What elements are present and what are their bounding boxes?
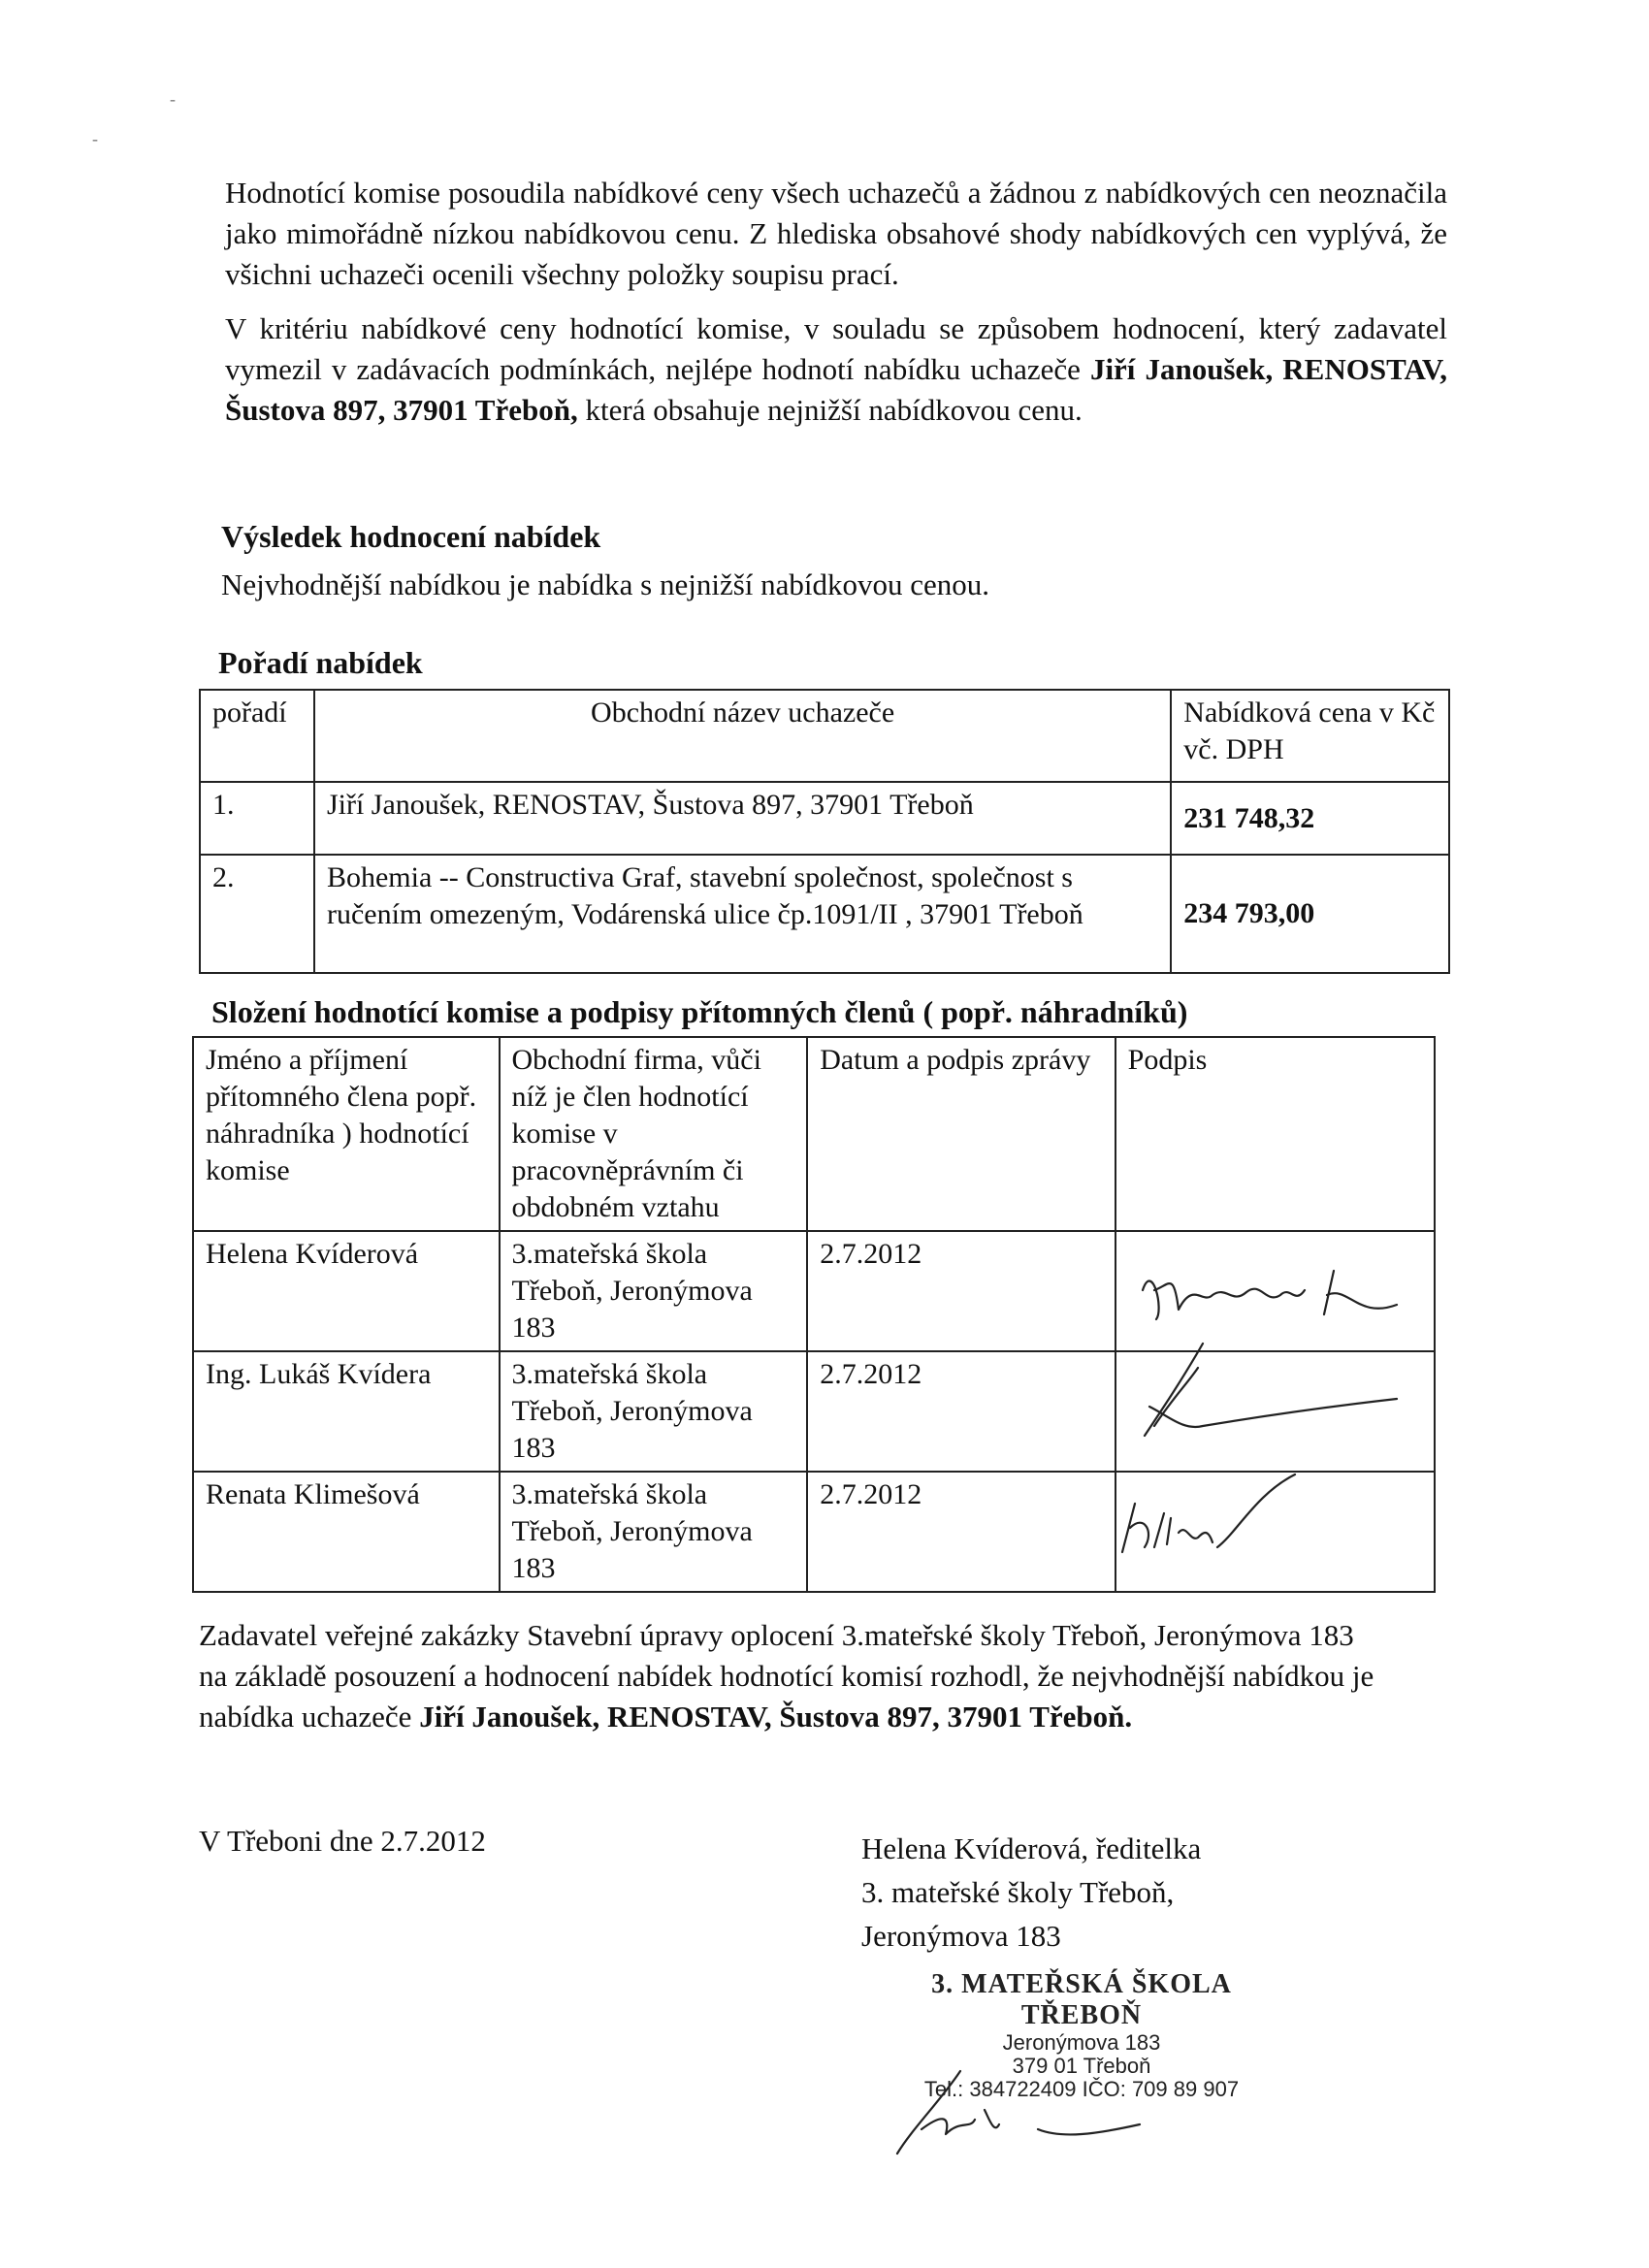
committee-member-date: 2.7.2012 <box>807 1231 1115 1351</box>
ranking-bidder-name: Bohemia -- Constructiva Graf, stavební společnost, společnost s ručením omezeným, Vodárenská ulice čp.1091/II , 37901 Třeboň <box>314 855 1171 973</box>
committee-heading: Složení hodnotící komise a podpisy přítomných členů ( popř. náhradníků) <box>211 994 1188 1029</box>
signatory-line-2: 3. mateřské školy Třeboň, <box>861 1875 1175 1909</box>
signature-kviderova <box>1135 1251 1406 1329</box>
scan-speck: - <box>92 129 98 148</box>
decision-winner: Jiří Janoušek, RENOSTAV, Šustova 897, 37901 Třeboň. <box>419 1700 1133 1733</box>
intro-paragraph-2 <box>225 308 1447 431</box>
committee-member-date: 2.7.2012 <box>807 1351 1115 1472</box>
intro-paragraph-1: Hodnotící komise posoudila nabídkové ceny všech uchazečů a žádnou z nabídkových cen neoznačila jako mimořádně nízkou nabídkovou cenu. Z hlediska obsahové shody nabídkových cen vyplývá, že všichni uchazeči ocenili všechny položky soupisu prací. <box>225 176 1447 291</box>
ranking-table <box>199 689 1450 974</box>
committee-header-firm: Obchodní firma, vůči níž je člen hodnotící komise v pracovněprávním či obdobném vztahu <box>500 1037 808 1231</box>
signature-director <box>892 2061 1145 2158</box>
committee-member-name: Ing. Lukáš Kvídera <box>193 1351 500 1472</box>
result-text: Nejvhodnější nabídkou je nabídka s nejnižší nabídkovou cenou. <box>221 567 990 601</box>
place-date: V Třeboni dne 2.7.2012 <box>199 1824 486 1858</box>
committee-member-firm: 3.mateřská škola Třeboň, Jeronýmova 183 <box>500 1351 808 1472</box>
committee-member-firm: 3.mateřská škola Třeboň, Jeronýmova 183 <box>500 1231 808 1351</box>
signature-klimesova <box>1111 1455 1324 1562</box>
ranking-header-row <box>200 690 1449 782</box>
signatory-line-1: Helena Kvíderová, ředitelka <box>861 1831 1202 1865</box>
stamp-line: 379 01 Třeboň <box>1012 2054 1151 2078</box>
signature-kvidera <box>1116 1339 1406 1445</box>
committee-header-date: Datum a podpis zprávy <box>807 1037 1115 1231</box>
ranking-rank: 2. <box>200 855 314 973</box>
ranking-price: 234 793,00 <box>1171 855 1449 973</box>
ranking-bidder-name: Jiří Janoušek, RENOSTAV, Šustova 897, 37901 Třeboň <box>314 782 1171 855</box>
table-row <box>200 782 1449 855</box>
stamp-line: Tel.: 384722409 IČO: 709 89 907 <box>923 2077 1240 2101</box>
committee-member-name: Helena Kvíderová <box>193 1231 500 1351</box>
ranking-heading: Pořadí nabídek <box>218 645 423 680</box>
winner-name-inline: Jiří Janoušek, RENOSTAV, Šustova 897, 37901 Třeboň, <box>225 352 1447 427</box>
committee-member-name: Renata Klimešová <box>193 1472 500 1592</box>
scan-speck: - <box>170 89 176 109</box>
result-heading: Výsledek hodnocení nabídek <box>221 519 601 554</box>
stamp-name: 3. MATEŘSKÁ ŠKOLA TŘEBOŇ <box>931 1969 1232 2030</box>
intro-p2-end: která obsahuje nejnižší nabídkovou cenu. <box>577 393 1083 427</box>
ranking-header-rank: pořadí <box>200 690 314 782</box>
intro-p2-start: V kritériu nabídkové ceny hodnotící komise, v souladu se způsobem hodnocení, který zadavatel vymezil v zadávacích podmínkách, nejlépe hodnotí nabídku uchazeče <box>225 311 1447 386</box>
ranking-header-price: Nabídková cena v Kč vč. DPH <box>1171 690 1449 782</box>
committee-header-member: Jméno a příjmení přítomného člena popř. náhradníka ) hodnotící komise <box>193 1037 500 1231</box>
table-row <box>200 855 1449 973</box>
stamp-line: Jeronýmova 183 <box>1002 2030 1161 2055</box>
committee-member-firm: 3.mateřská škola Třeboň, Jeronýmova 183 <box>500 1472 808 1592</box>
signatory-line-3: Jeronýmova 183 <box>861 1919 1061 1953</box>
committee-header-row <box>193 1037 1435 1231</box>
ranking-header-name: Obchodní název uchazeče <box>314 690 1171 782</box>
decision-text: Zadavatel veřejné zakázky Stavební úpravy oplocení 3.mateřské školy Třeboň, Jeronýmova 183 na základě posouzení a hodnocení nabídek hodnotící komisí rozhodl, že nejvhodnější nabídkou je nabídka uchazeče <box>199 1618 1374 1733</box>
decision-paragraph <box>199 1615 1377 1737</box>
committee-member-date: 2.7.2012 <box>807 1472 1115 1592</box>
committee-header-signature: Podpis <box>1116 1037 1435 1231</box>
ranking-price: 231 748,32 <box>1171 782 1449 855</box>
ranking-rank: 1. <box>200 782 314 855</box>
